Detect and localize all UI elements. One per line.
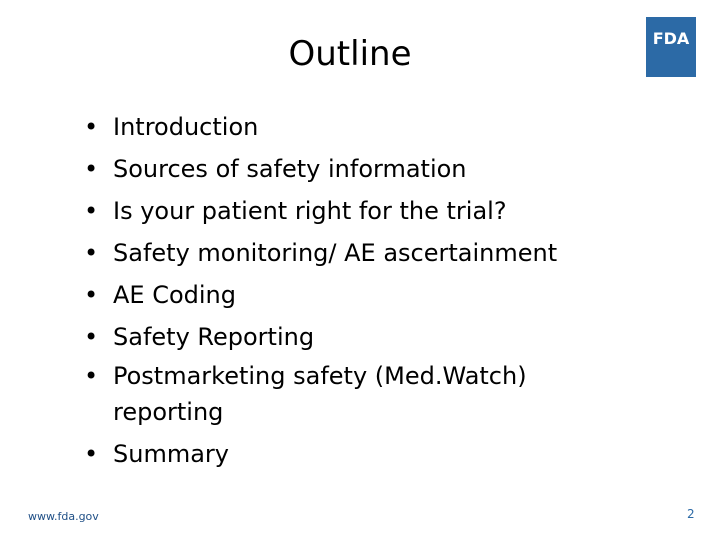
list-item-text: AE Coding: [113, 281, 236, 309]
list-item: [84, 433, 644, 475]
list-item: [84, 232, 644, 274]
list-item-text: Introduction: [113, 113, 259, 141]
list-item-text: Summary: [113, 440, 229, 468]
list-item-text: Is your patient right for the trial?: [113, 197, 507, 225]
bullet-icon: •: [84, 281, 99, 309]
list-item: [84, 316, 644, 358]
bullet-icon: •: [84, 323, 99, 351]
bullet-icon: •: [84, 197, 99, 225]
footer-url: www.fda.gov: [28, 510, 99, 523]
list-item: [84, 358, 533, 433]
list-item: [84, 106, 644, 148]
list-item: [84, 190, 644, 232]
bullet-icon: •: [84, 440, 99, 468]
slide-title: Outline: [288, 34, 412, 74]
fda-logo: [646, 17, 696, 77]
list-item: [84, 148, 644, 190]
bullet-icon: •: [84, 113, 99, 141]
list-item-text: Safety monitoring/ AE ascertainment: [113, 239, 558, 267]
list-item-text: Sources of safety information: [113, 155, 467, 183]
bullet-icon: •: [84, 155, 99, 183]
list-item: [84, 274, 644, 316]
list-item-text: Safety Reporting: [113, 323, 315, 351]
outline-list: [84, 106, 644, 475]
list-item-text: Postmarketing safety (Med.Watch) reporting: [113, 362, 527, 426]
fda-logo-text: FDA: [652, 29, 690, 48]
bullet-icon: •: [84, 239, 99, 267]
bullet-icon: •: [84, 362, 99, 390]
page-number: 2: [687, 507, 695, 521]
